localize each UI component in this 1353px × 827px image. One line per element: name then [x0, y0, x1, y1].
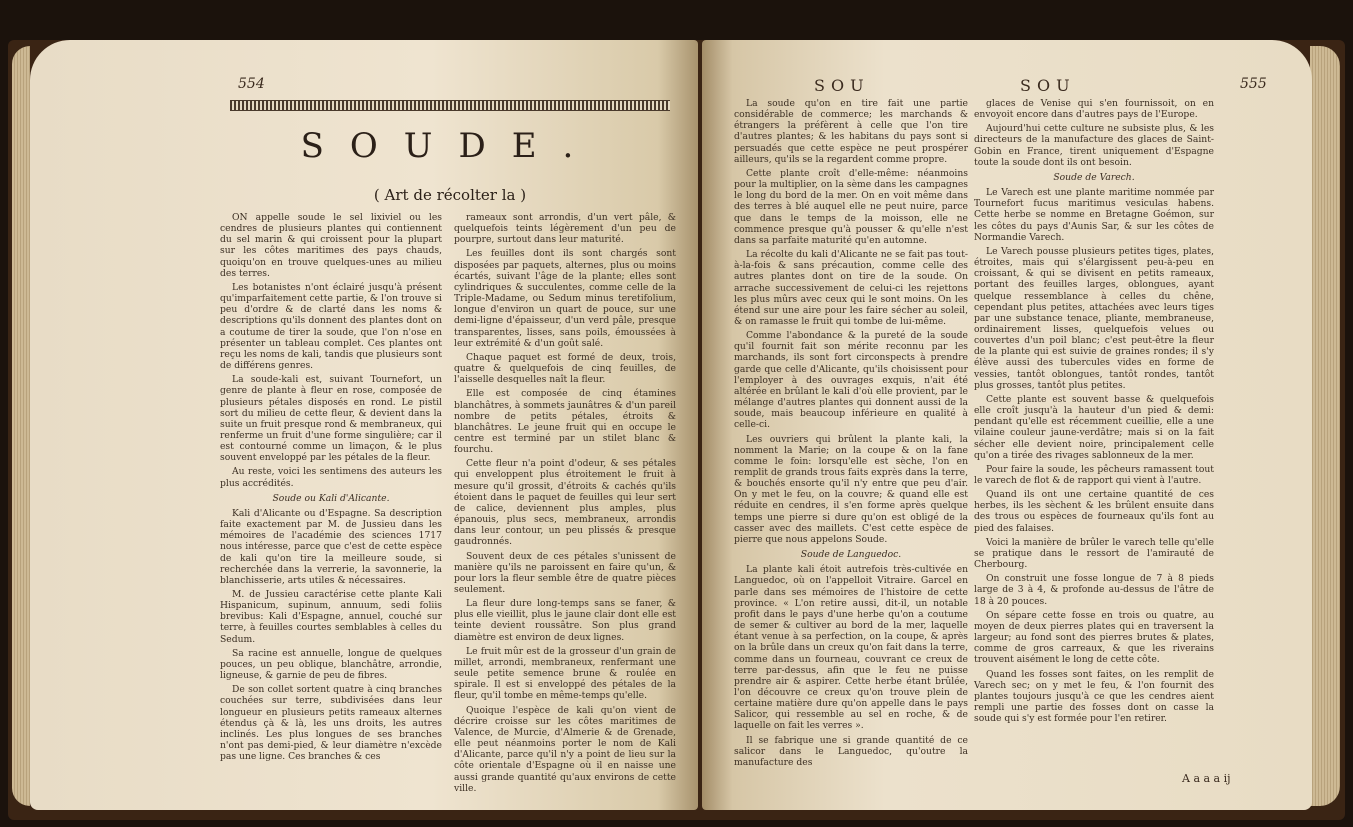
- paragraph: La soude-kali est, suivant Tournefort, un genre de plante à fleur en rose, composée de plusieurs pétales disposés en rond. Le pistil sort du milieu de cette fleur, & devient dans la suite un fruit presque rond & membraneux, qui renferme un fruit d'une forme singulière; car il est contourné comme un limaçon, & le plus souvent enveloppé par les pétales de la fleur.: [220, 374, 442, 464]
- paragraph: Cette fleur n'a point d'odeur, & ses pétales qui enveloppent plus étroitement le fruit à mesure qu'il grossit, d'étroits & cachés qu'ils étoient dans le paquet de feuilles qui leur sert de calice, deviennent plus amples, plus épanouis, plus secs, membraneux, arrondis dans leur contour, un peu plissés & presque gaudronnés.: [454, 458, 676, 548]
- running-head-left: SOU: [814, 76, 870, 95]
- article-title: SOUDE.: [300, 126, 600, 166]
- paragraph: Comme l'abondance & la pureté de la soude qu'il fournit fait son mérite reconnu par les marchands, ils sont fort circonspects à prendre garde que celle d'Alicante, qu'ils choisissent pour l'employer à des ouvrages exquis, n'ait été altérée en brûlant le kali d'où elle provient, par le mélange d'autres plantes qui donnent aussi de la soude, mais beaucoup inférieure en qualité à celle-ci.: [734, 330, 968, 431]
- paragraph: La plante kali étoit autrefois très-cultivée en Languedoc, où on l'appelloit Vitraire. Garcel en parle dans ses mémoires de l'histoire de cette province. « L'on retire aussi, dit-il, un notable profit dans le pays d'une herbe qu'on a coutume de semer & cultiver au bord de la mer, laquelle étant venue à sa perfection, on la coupe, & après on la brûle dans un creux qu'on fait dans la terre, comme dans un fourneau, couvrant ce creux de terre par-dessus, afin que le feu ne puisse prendre air & aspirer. Cette herbe étant brûlée, l'on découvre ce creux qu'on trouve plein de certaine matière dure qu'on appelle dans le pays Salicor, qui ressemble au sel en roche, & de laquelle on fait les verres ».: [734, 564, 968, 732]
- paragraph: Souvent deux de ces pétales s'unissent de manière qu'ils ne paroissent en faire qu'un, & pour lors la fleur semble être de quatre pièces seulement.: [454, 550, 676, 595]
- article-subtitle: ( Art de récolter la ): [373, 186, 527, 204]
- paragraph: Quand ils ont une certaine quantité de ces herbes, ils les sèchent & les brûlent ensuite dans des trous ou espèces de fourneaux qu'ils font au pied des falaises.: [974, 489, 1214, 534]
- left-column-1: [220, 212, 442, 765]
- paragraph: Les feuilles dont ils sont chargés sont disposées par paquets, alternes, plus ou moins écartés, suivant l'âge de la plante; elles sont cylindriques & succulentes, comme celle de la Triple-Madame, ou Sedum minus teretifolium, longue d'environ un quart de pouce, sur une demi-ligne d'épaisseur, d'un verd pâle, presque transparentes, lisses, sans poils, émoussées à leur extrémité & d'un goût salé.: [454, 248, 676, 349]
- paragraph: On construit une fosse longue de 7 à 8 pieds large de 3 à 4, & profonde au-dessus de l'âtre de 18 à 20 pouces.: [974, 573, 1214, 607]
- paragraph: La fleur dure long-temps sans se faner, & plus elle vieillit, plus le jaune clair dont elle est teinte devient roussâtre. Son plus grand diamètre est environ de deux lignes.: [454, 598, 676, 643]
- paragraph: Kali d'Alicante ou d'Espagne. Sa description faite exactement par M. de Jussieu dans les mémoires de l'académie des sciences 1717 nous intéresse, parce que c'est de cette espèce de kali qu'on tire la meilleure soude, si recherchée dans la verrerie, la savonnerie, la blanchisserie, arts utiles & nécessaires.: [220, 507, 442, 586]
- paragraph: On sépare cette fosse en trois ou quatre, au moyen de deux pierres plates qui en traversent la largeur; au fond sont des pierres brutes & plates, comme de gros carreaux, & que les riverains trouvent aisément le long de cette côte.: [974, 609, 1214, 666]
- paragraph: Le Varech pousse plusieurs petites tiges, plates, étroites, mais qui s'élargissent peu-à-peu en croissant, & qui se divisent en petits rameaux, portant des feuilles larges, oblongues, ayant quelque ressemblance à celles du chêne, cependant plus petites, attachées avec leurs tiges par une substance tenace, pliante, membraneuse, ordinairement lisses, quelquefois velues ou couvertes d'un poil blanc; c'est peut-être la fleur de la plante qui est suivie de graines rondes; il s'y élève aussi des tubercules vides en forme de vessies, tantôt oblongues, tantôt rondes, tantôt plus grosses, tantôt plus petites.: [974, 245, 1214, 391]
- paragraph: M. de Jussieu caractérise cette plante Kali Hispanicum, supinum, annuum, sedi foliis brevibus: Kali d'Espagne, annuel, couché sur terre, à feuilles courtes semblables à celles du Sedum.: [220, 589, 442, 645]
- left-page: [30, 40, 698, 810]
- right-column-2: [974, 98, 1214, 727]
- paragraph: Sa racine est annuelle, longue de quelques pouces, un peu oblique, blanchâtre, arrondie, ligneuse, & garnie de peu de fibres.: [220, 647, 442, 682]
- right-page: [702, 40, 1312, 810]
- left-page-edges: [12, 46, 30, 806]
- paragraph: Elle est composée de cinq étamines blanchâtres, à sommets jaunâtres & d'un pareil nombre de petits pétales, étroits & blanchâtres. Le jeune fruit qui en occupe le centre est terminé par un stilet blanc & fourchu.: [454, 388, 676, 456]
- header-ornament: [230, 100, 670, 111]
- paragraph: rameaux sont arrondis, d'un vert pâle, & quelquefois teints légèrement d'un peu de pourpre, surtout dans leur maturité.: [454, 212, 676, 246]
- paragraph: La récolte du kali d'Alicante ne se fait pas tout-à-la-fois & sans précaution, comme celle des autres plantes dont on tire de la soude. On arrache successivement de celui-ci les rejettons les plus mûrs avec ceux qui le sont moins. On les étend sur une aire pour les faire sécher au soleil, & on ramasse le fruit qui tombe de lui-même.: [734, 249, 968, 327]
- paragraph: Le Varech est une plante maritime nommée par Tournefort fucus maritimus vesiculas habens. Cette herbe se nomme en Bretagne Goémon, sur les côtes du pays d'Aunis Sar, & sur les côtes de Normandie Varech.: [974, 187, 1214, 243]
- paragraph: glaces de Venise qui s'en fournissoit, on en envoyoit encore dans d'autres pays de l'Europe.: [974, 98, 1214, 121]
- paragraph: Au reste, voici les sentimens des auteurs les plus accrédités.: [220, 466, 442, 489]
- paragraph: Voici la manière de brûler le varech telle qu'elle se pratique dans le ressort de l'amirauté de Cherbourg.: [974, 536, 1214, 571]
- section-heading: Soude de Languedoc.: [800, 549, 902, 561]
- paragraph: Le fruit mûr est de la grosseur d'un grain de millet, arrondi, membraneux, renfermant une seule petite semence brune & roulée en spirale. Il est si enveloppé des pétales de la fleur, qu'il tombe en même-temps qu'elle.: [454, 645, 676, 702]
- section-heading: Soude de Varech.: [1053, 171, 1135, 183]
- running-head-right: SOU: [1020, 76, 1076, 95]
- paragraph: ON appelle soude le sel lixiviel ou les cendres de plusieurs plantes qui contiennent du sel marin & qui croissent pour la plupart sur les côtes maritimes des pays chauds, quoiqu'on en trouve quelques-unes au milieu des terres.: [220, 212, 442, 279]
- section-heading: Soude ou Kali d'Alicante.: [272, 492, 390, 504]
- paragraph: Quand les fosses sont faites, on les remplit de Varech sec; on y met le feu, & l'on fournit des plantes toujours jusqu'à ce que les cendres aient rempli une partie des fosses dont on casse la soude qui s'y est formée pour l'en retirer.: [974, 668, 1214, 725]
- paragraph: Il se fabrique une si grande quantité de ce salicor dans le Languedoc, qu'outre la manufacture des: [734, 734, 968, 768]
- paragraph: Quoique l'espèce de kali qu'on vient de décrire croisse sur les côtes maritimes de Valence, de Murcie, d'Almerie & de Grenade, elle peut néanmoins porter le nom de Kali d'Alicante, parce qu'il n'y a point de lieu sur la côte orientale d'Espagne où il en naisse une aussi grande quantité qu'aux environs de cette ville.: [454, 704, 676, 794]
- paragraph: Pour faire la soude, les pêcheurs ramassent tout le varech de flot & de rapport qui vient à l'autre.: [974, 463, 1214, 486]
- right-page-edges: [1310, 46, 1340, 806]
- paragraph: De son collet sortent quatre à cinq branches couchées sur terre, subdivisées dans leur longueur en plusieurs petits rameaux alternes étendus çà & là, les uns droits, les autres inclinés. Les plus longues de ses branches n'ont pas demi-pied, & leur diamètre n'excède pas une ligne. Ces branches & ces: [220, 684, 442, 763]
- paragraph: Les ouvriers qui brûlent la plante kali, la nomment la Marie; on la coupe & on la fane comme le foin: lorsqu'elle est sèche, l'on en remplit de grands trous faits exprès dans la terre, & bouchés ensorte qu'il n'y entre que peu d'air. On y met le feu, on la couvre; & quand elle est réduite en cendres, il s'en forme après quelque temps une pierre si dure qu'on est obligé de la casser avec des maillets. C'est cette espèce de pierre que nous appelons Soude.: [734, 433, 968, 545]
- paragraph: Cette plante est souvent basse & quelquefois elle croît jusqu'à la hauteur d'un pied & demi: pendant qu'elle est récemment cueillie, elle a une vilaine couleur jaune-verdâtre; mais si on la fait sécher elle devient noire, principalement celle qu'on a tirée des rivages sablonneux de la mer.: [974, 393, 1214, 461]
- paragraph: Chaque paquet est formé de deux, trois, quatre & quelquefois de cinq feuilles, de l'aisselle desquelles naît la fleur.: [454, 351, 676, 386]
- paragraph: Aujourd'hui cette culture ne subsiste plus, & les directeurs de la manufacture des glaces de Saint-Gobin en France, tirent uniquement d'Espagne toute la soude dont ils ont besoin.: [974, 123, 1214, 168]
- page-number-right: 555: [1240, 76, 1267, 92]
- catchword: A a a a ij: [1182, 772, 1231, 785]
- paragraph: La soude qu'on en tire fait une partie considérable de commerce; les marchands & étrangers la préfèrent à celle que l'on tire d'autres plantes; & les habitans du pays sont si persuadés que cette espèce ne peut prospérer ailleurs, qu'ils se la regardent comme propre.: [734, 98, 968, 165]
- paragraph: Cette plante croît d'elle-même: néanmoins pour la multiplier, on la sème dans les campagnes le long du bord de la mer. On en voit même dans des terres à blé auquel elle ne peut nuire, parce que dans le temps de la moisson, elle ne commence presque qu'à pousser & qu'elle n'est dans sa parfaite maturité qu'en automne.: [734, 167, 968, 246]
- right-column-1: [734, 98, 968, 771]
- paragraph: Les botanistes n'ont éclairé jusqu'à présent qu'imparfaitement cette partie, & l'on trouve si peu d'ordre & de clarté dans les noms & descriptions qu'ils donnent des plantes dont on a coutume de tirer la soude, que l'on n'ose en présenter un tableau complet. Ces plantes ont reçu les noms de kali, tandis que plusieurs sont de différens genres.: [220, 281, 442, 372]
- page-number-left: 554: [238, 76, 265, 92]
- left-column-2: [454, 212, 676, 797]
